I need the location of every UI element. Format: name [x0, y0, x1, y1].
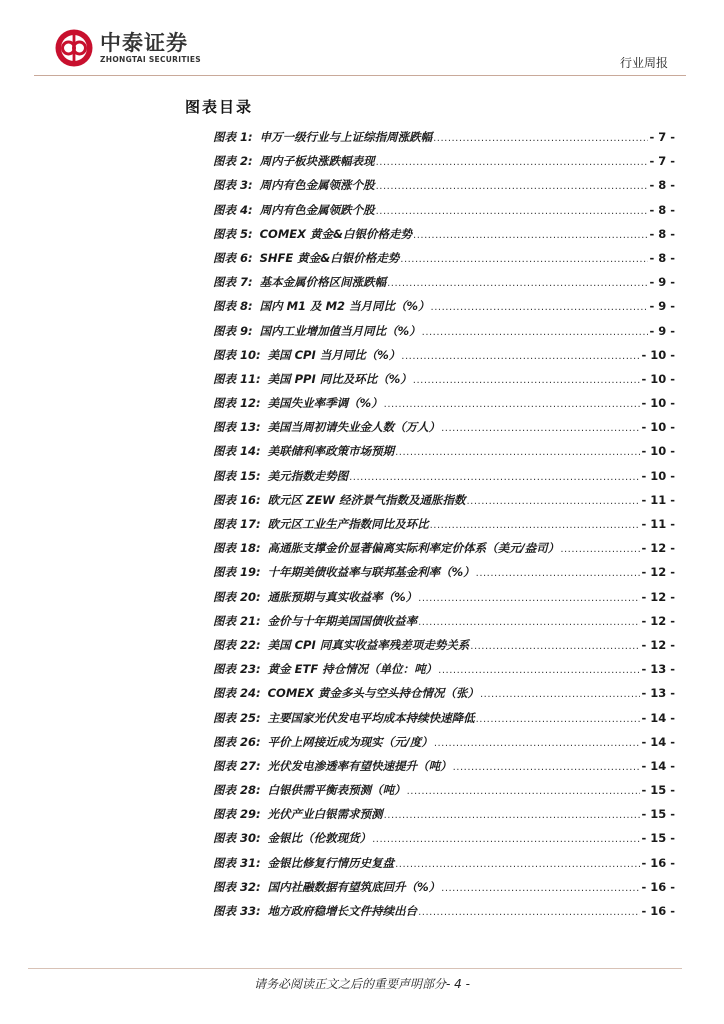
toc-entry-page: - 7 -	[649, 130, 675, 144]
toc-entry[interactable]	[213, 298, 675, 322]
toc-entry-leader	[430, 520, 641, 531]
toc-entry-page: - 16 -	[641, 879, 675, 894]
toc-entry-page: - 15 -	[641, 831, 675, 846]
toc-entry[interactable]	[213, 129, 675, 153]
toc-entry-title: 周内有色金属领涨个股	[259, 178, 375, 193]
toc-entry-label: 图表 12:	[213, 396, 261, 411]
toc-entry[interactable]	[213, 226, 675, 250]
toc-entry-leader	[384, 399, 641, 410]
toc-entry-label: 图表 21:	[213, 613, 261, 628]
toc-entry-title: 欧元区工业生产指数同比及环比	[267, 517, 429, 531]
footer-divider	[28, 968, 682, 969]
toc-entry-page: - 9 -	[649, 275, 675, 290]
toc-entry-title: COMEX 黄金多头与空头持仓情况（张）	[267, 686, 479, 701]
toc-entry[interactable]	[213, 685, 675, 709]
toc-entry-leader	[395, 859, 640, 870]
toc-entry-label: 图表 18:	[213, 541, 261, 556]
toc-entry[interactable]	[213, 419, 675, 443]
toc-entry-label: 图表 30:	[213, 831, 261, 846]
toc-entry-leader	[407, 786, 641, 797]
toc-entry-leader	[418, 907, 640, 918]
toc-entry-leader	[413, 230, 648, 241]
toc-entry-label: 图表 33:	[213, 904, 261, 918]
toc-entry-page: - 15 -	[641, 807, 675, 822]
toc-entry-label: 图表 13:	[213, 420, 261, 435]
toc-entry[interactable]	[213, 806, 675, 830]
toc-entry-label: 图表 27:	[213, 758, 261, 773]
toc-entry-title: 美国失业率季调（%）	[267, 396, 383, 411]
toc-entry-leader	[376, 181, 649, 192]
toc-entry-leader	[434, 738, 641, 749]
toc-entry-page: - 12 -	[641, 541, 675, 556]
toc-entry-page: - 14 -	[641, 734, 675, 749]
toc-entry-label: 图表 8:	[213, 299, 253, 314]
toc-entry-page: - 13 -	[641, 662, 675, 677]
footer-disclaimer: 请务必阅读正文之后的重要声明部分- 4 -	[254, 977, 470, 991]
toc-entry-label: 图表 31:	[213, 855, 261, 870]
toc-entry-leader	[372, 834, 640, 845]
toc-entry-label: 图表 23:	[213, 662, 261, 677]
toc-entry-leader	[431, 302, 649, 313]
toc-entry-label: 图表 3:	[213, 178, 253, 193]
toc-entry-title: 高通胀支撑金价显著偏离实际利率定价体系（美元/盎司）	[267, 541, 560, 556]
toc-entry-label: 图表 15:	[213, 468, 261, 483]
toc-entry-page: - 11 -	[641, 517, 675, 531]
toc-entry-label: 图表 26:	[213, 734, 261, 749]
toc-entry-label: 图表 6:	[213, 250, 253, 265]
report-type-label: 行业周报	[619, 56, 668, 70]
toc-list	[213, 129, 675, 927]
toc-entry-label: 图表 20:	[213, 589, 261, 604]
toc-entry[interactable]	[213, 371, 675, 395]
toc-title: 图表目录	[185, 98, 254, 116]
toc-entry-leader	[441, 423, 640, 434]
toc-entry-page: - 12 -	[641, 613, 675, 628]
toc-entry-title: 地方政府稳增长文件持续出台	[267, 904, 418, 918]
toc-entry-label: 图表 5:	[213, 226, 253, 241]
toc-entry-title: 黄金 ETF 持仓情况（单位：吨）	[267, 662, 438, 677]
toc-entry[interactable]	[213, 177, 675, 201]
toc-entry-title: 周内子板块涨跌幅表现	[259, 154, 375, 169]
toc-entry-title: 白银供需平衡表预测（吨）	[267, 783, 406, 798]
toc-entry[interactable]	[213, 516, 675, 540]
toc-entry-leader	[418, 593, 640, 604]
toc-entry-title: 美联储利率政策市场预期	[267, 444, 395, 459]
toc-entry-title: SHFE 黄金&白银价格走势	[259, 250, 400, 265]
header-divider	[34, 75, 686, 76]
toc-entry-label: 图表 10:	[213, 347, 261, 362]
toc-entry-title: 欧元区 ZEW 经济景气指数及通胀指数	[267, 492, 466, 507]
toc-entry-title: 美国 CPI 当月同比（%）	[267, 347, 401, 362]
toc-entry-page: - 12 -	[641, 589, 675, 604]
toc-entry[interactable]	[213, 540, 675, 564]
toc-entry-page: - 8 -	[649, 250, 675, 265]
toc-entry[interactable]	[213, 202, 675, 226]
toc-entry-title: 光伏发电渗透率有望快速提升（吨）	[267, 758, 452, 773]
toc-entry-label: 图表 25:	[213, 710, 261, 725]
company-name-cn: 中泰证券	[100, 31, 188, 55]
toc-entry-label: 图表 9:	[213, 323, 253, 338]
toc-entry-leader	[349, 472, 640, 483]
toc-entry-leader	[422, 327, 649, 338]
toc-entry[interactable]	[213, 613, 675, 637]
toc-entry-leader	[438, 665, 640, 676]
toc-entry-title: 基本金属价格区间涨跌幅	[259, 275, 387, 290]
toc-entry-page: - 8 -	[649, 178, 675, 193]
toc-entry[interactable]	[213, 855, 675, 879]
toc-entry-page: - 9 -	[649, 299, 675, 314]
toc-entry[interactable]	[213, 443, 675, 467]
toc-entry-title: 金银比（伦敦现货）	[267, 831, 372, 846]
toc-entry-leader	[441, 883, 640, 894]
toc-entry-leader	[476, 714, 641, 725]
toc-entry-leader	[400, 254, 648, 265]
toc-entry-leader	[395, 447, 640, 458]
toc-entry[interactable]	[213, 347, 675, 371]
toc-entry[interactable]	[213, 323, 675, 347]
toc-entry[interactable]	[213, 661, 675, 685]
toc-entry-title: 光伏产业白银需求预测	[267, 807, 383, 822]
toc-entry-title: 美国 PPI 同比及环比（%）	[267, 371, 412, 386]
toc-entry-leader	[467, 496, 641, 507]
toc-entry-title: 美国 CPI 同真实收益率残差项走势关系	[267, 637, 470, 652]
toc-entry-label: 图表 22:	[213, 637, 261, 652]
toc-entry-page: - 7 -	[649, 154, 675, 169]
toc-entry[interactable]	[213, 879, 675, 903]
toc-entry[interactable]	[213, 589, 675, 613]
toc-entry-page: - 10 -	[641, 444, 675, 459]
toc-entry[interactable]	[213, 758, 675, 782]
toc-entry[interactable]	[213, 637, 675, 661]
toc-entry-label: 图表 14:	[213, 444, 261, 459]
toc-entry-label: 图表 24:	[213, 686, 261, 701]
toc-entry-title: 金价与十年期美国国债收益率	[267, 613, 418, 628]
toc-entry[interactable]	[213, 395, 675, 419]
toc-entry-page: - 16 -	[641, 855, 675, 870]
toc-entry-page: - 14 -	[641, 710, 675, 725]
toc-entry-title: 金银比修复行情历史复盘	[267, 855, 395, 870]
toc-entry-leader	[376, 157, 649, 168]
toc-entry[interactable]	[213, 734, 675, 758]
toc-entry-title: 国内工业增加值当月同比（%）	[259, 323, 421, 338]
toc-entry-page: - 10 -	[641, 396, 675, 411]
toc-entry-leader	[433, 133, 648, 144]
toc-entry-label: 图表 17:	[213, 517, 261, 531]
toc-entry[interactable]	[213, 564, 675, 588]
toc-entry[interactable]	[213, 153, 675, 177]
toc-entry-title: 国内 M1 及 M2 当月同比（%）	[259, 299, 430, 314]
toc-entry-leader	[560, 544, 640, 555]
page-header	[0, 0, 724, 80]
toc-entry[interactable]	[213, 830, 675, 854]
toc-entry-page: - 10 -	[641, 420, 675, 435]
toc-entry-leader	[418, 617, 640, 628]
toc-entry-title: 周内有色金属领跌个股	[259, 202, 375, 217]
toc-entry-leader	[384, 810, 641, 821]
toc-entry-page: - 8 -	[649, 202, 675, 217]
toc-entry-page: - 14 -	[641, 758, 675, 773]
toc-entry[interactable]	[213, 492, 675, 516]
toc-entry-label: 图表 16:	[213, 492, 261, 507]
toc-entry-title: 国内社融数据有望筑底回升（%）	[267, 879, 441, 894]
toc-entry-page: - 10 -	[641, 468, 675, 483]
toc-entry-page: - 13 -	[641, 686, 675, 701]
toc-entry-page: - 12 -	[641, 565, 675, 580]
toc-entry-page: - 11 -	[641, 492, 675, 507]
toc-entry-page: - 12 -	[641, 637, 675, 652]
toc-entry-title: 十年期美债收益率与联邦基金利率（%）	[267, 565, 475, 580]
toc-entry-page: - 8 -	[649, 226, 675, 241]
toc-entry-label: 图表 32:	[213, 879, 261, 894]
toc-entry-title: COMEX 黄金&白银价格走势	[259, 226, 413, 241]
toc-entry-label: 图表 1:	[213, 130, 253, 144]
toc-entry-title: 美元指数走势图	[267, 468, 349, 483]
toc-entry-leader	[476, 568, 641, 579]
toc-entry-leader	[470, 641, 640, 652]
toc-entry-leader	[387, 278, 648, 289]
toc-entry-label: 图表 7:	[213, 275, 253, 290]
toc-entry-title: 主要国家光伏发电平均成本持续快速降低	[267, 710, 475, 725]
toc-entry[interactable]	[213, 782, 675, 806]
toc-entry[interactable]	[213, 710, 675, 734]
toc-entry-page: - 16 -	[641, 904, 675, 918]
toc-entry-label: 图表 19:	[213, 565, 261, 580]
toc-entry-label: 图表 28:	[213, 783, 261, 798]
toc-entry[interactable]	[213, 274, 675, 298]
toc-entry-leader	[480, 689, 640, 700]
toc-entry-leader	[401, 351, 640, 362]
toc-entry-page: - 9 -	[649, 323, 675, 338]
toc-entry-title: 通胀预期与真实收益率（%）	[267, 589, 418, 604]
toc-entry-page: - 10 -	[641, 347, 675, 362]
company-logo	[54, 28, 201, 68]
toc-entry-label: 图表 2:	[213, 154, 253, 169]
toc-entry-page: - 15 -	[641, 783, 675, 798]
company-name-en: ZHONGTAI SECURITIES	[100, 55, 201, 64]
toc-entry-leader	[376, 206, 649, 217]
toc-entry[interactable]	[213, 903, 675, 927]
toc-entry-title: 申万一级行业与上证综指周涨跌幅	[259, 130, 433, 144]
toc-entry-label: 图表 11:	[213, 371, 261, 386]
toc-entry[interactable]	[213, 468, 675, 492]
toc-entry-title: 平价上网接近成为现实（元/度）	[267, 734, 433, 749]
zhongtai-logo-icon	[54, 28, 94, 68]
toc-entry-leader	[453, 762, 641, 773]
toc-entry[interactable]	[213, 250, 675, 274]
toc-entry-label: 图表 4:	[213, 202, 253, 217]
toc-entry-leader	[413, 375, 641, 386]
toc-entry-page: - 10 -	[641, 371, 675, 386]
toc-entry-title: 美国当周初请失业金人数（万人）	[267, 420, 441, 435]
toc-entry-label: 图表 29:	[213, 807, 261, 822]
